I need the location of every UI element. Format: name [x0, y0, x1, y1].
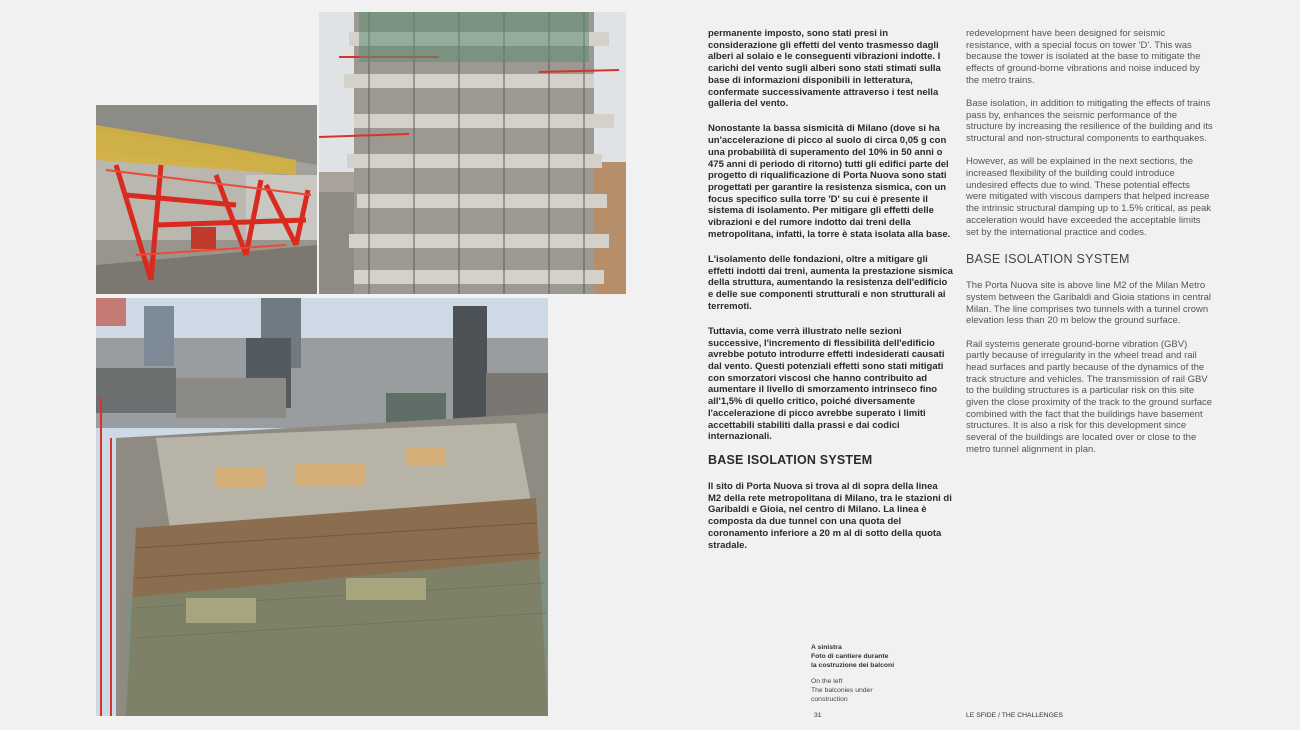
english-text-column [966, 28, 1213, 467]
italian-paragraph: Nonostante la bassa sismicità di Milano (dove si ha un'accelerazione di picco al suolo di circa 0,05 g con una probabilità di superamento del 10% in 50 anni o 475 anni di periodo di ritorno) tutti gli edifici parte del progetto di riqualificazione di Porta Nuova sono stati progettati per garantire la resistenza sismica, con un focus specifico sulla torre 'D' su cui è presente il sistema di isolamento. Per mitigare gli effetti delle vibrazioni e del rumore indotto dai treni della metropolitana, infatti, la torre è stata isolata alla base. [708, 123, 951, 240]
italian-paragraph: L'isolamento delle fondazioni, oltre a mitigare gli effetti indotti dai treni, aumenta la prestazione sismica della struttura, aumentando la resistenza dell'edificio e delle sue componenti strutturali e non strutturali ai terremoti. [708, 253, 953, 312]
italian-paragraph: permanente imposto, sono stati presi in considerazione gli effetti del vento trasmesso dagli alberi al solaio e le conseguenti vibrazioni indotte. I carichi del vento sugli alberi sono stati stimati sulla base di informazioni disponibili in letteratura, confermate successivamente attraverso i test nella galleria del vento. [708, 28, 941, 110]
english-paragraph: The Porta Nuova site is above line M2 of the Milan Metro system between the Garibaldi and Gioia stations in central Milan. The line comprises two tunnels with a tunnel crown elevation less than 20 m below the ground surface. [966, 280, 1212, 327]
photo-caption [811, 643, 931, 704]
english-paragraph: Base isolation, in addition to mitigating the effects of trains pass by, enhances the seismic performance of the structure by increasing the resilience of the building and its structural and non-structural components to earthquakes. [966, 98, 1213, 145]
caption-en-text: The balconies under [811, 687, 873, 694]
caption-italian [811, 643, 931, 670]
english-section-heading: BASE ISOLATION SYSTEM [966, 252, 1130, 267]
english-paragraph: However, as will be explained in the next sections, the increased flexibility of the building could introduce undesired effects due to wind. These potential effects were mitigated with viscous dampers that helped increase the intrinsic structural damping up to 1.5% critical, as peak acceleration would have exceeded the acceptable limits set by the international practice and codes. [966, 156, 1212, 238]
caption-en-label: On the left [811, 678, 843, 685]
construction-site-aerial-photo [96, 298, 548, 716]
caption-it-label: A sinistra [811, 644, 842, 651]
tower-construction-photo [319, 12, 626, 294]
english-paragraph: redevelopment have been designed for seismic resistance, with a special focus on tower 'D'. This was because the tower is isolated at the base to mitigate the effects of ground-borne vibrations and noise induced by the metro trains. [966, 28, 1201, 86]
balcony-formwork-photo [96, 105, 317, 294]
italian-section-heading: BASE ISOLATION SYSTEM [708, 453, 873, 467]
english-paragraph: Rail systems generate ground-borne vibration (GBV) partly because of irregularity in the wheel tread and rail head surfaces and partly because of the dynamics of the track structure and vehicles. The transmission of rail GBV to the building structures is a particular risk on this site given the close proximity of the track to the ground surface combined with the fact that the buildings have basement structures. It is also a risk for this development since several of the buildings are located over or close to the metro tunnel alignment in plan. [966, 338, 1213, 455]
caption-english [811, 677, 931, 704]
running-title: LE SFIDE / THE CHALLENGES [966, 712, 1063, 719]
caption-it-text: la costruzione dei balconi [811, 662, 895, 669]
caption-en-text: construction [811, 696, 848, 703]
page-number: 31 [814, 712, 822, 719]
italian-paragraph: Il sito di Porta Nuova si trova al di sopra della linea M2 della rete metropolitana di Milano, tra le stazioni di Garibaldi e Gioia, nel centro di Milano. La linea è composta da due tunnel con una quota del coronamento inferiore a 20 m al di sotto della quota stradale. [708, 481, 952, 551]
italian-text-column [708, 28, 953, 565]
italian-paragraph: Tuttavia, come verrà illustrato nelle sezioni successive, l'incremento di flessibilità dell'edificio avrebbe potuto introdurre effetti indesiderati causati dal vento. Questi potenziali effetti sono stati mitigati con smorzatori viscosi che hanno contribuito ad aumentare il livello di smorzamento intrinseco fino all'1,5% di quello critico, poiché diversamente l'accelerazione di picco avrebbe superato i limiti accettabili stabiliti dalla prassi e dai codici internazionali. [708, 325, 945, 443]
caption-it-text: Foto di cantiere durante [811, 653, 889, 660]
